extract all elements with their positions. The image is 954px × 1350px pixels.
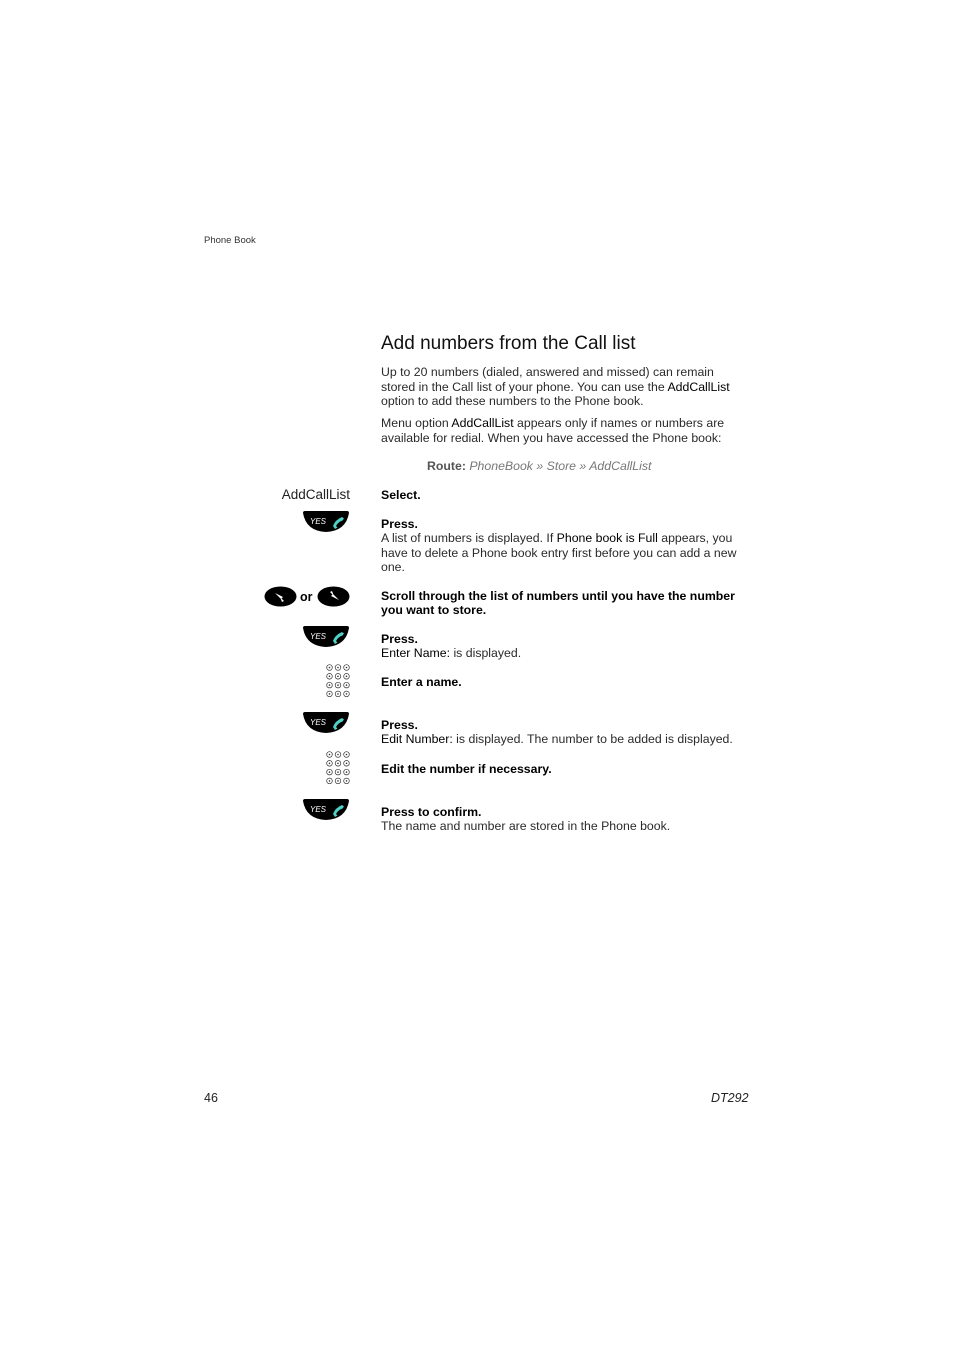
step-text: A list of numbers is displayed. If [381,531,557,546]
yes-key-label: YES [310,805,327,814]
page-number: 46 [204,1091,218,1105]
keypad-icon [326,751,350,785]
route-path: PhoneBook » Store » AddCallList [469,459,652,473]
or-label: or [300,590,313,604]
step-text: The name and number are stored in the Phone book. [381,819,671,834]
step-text: is displayed. The number to be added is displayed. [452,732,733,747]
yes-key-icon [302,626,350,648]
intro-paragraph-2 [381,416,751,445]
step-title: Enter a name. [381,675,462,689]
menu-option-name: AddCallList [667,379,730,394]
step-title: Scroll through the list of numbers until you have the number you want to store. [381,589,735,618]
route-line [427,459,651,473]
step-text: is displayed. [450,646,522,661]
nav-down-icon [264,586,297,607]
menu-label-addcalllist: AddCallList [281,487,350,502]
step-scroll [381,589,753,618]
yes-key-label: YES [310,517,327,526]
step-confirm [381,805,753,834]
model-name: DT292 [711,1091,749,1105]
step-enter-name [381,675,753,689]
display-message: Phone book is Full [556,531,658,546]
display-message: Edit Number: [381,732,453,747]
intro-text: appears only if names or numbers are available for redial. When you have accessed the Phone book: [381,416,725,445]
step-select [381,488,753,502]
intro-text: Up to 20 numbers (dialed, answered and missed) can remain stored in the Call list of your phone. You can use the [381,365,714,394]
nav-up-icon [317,586,350,607]
route-label: Route: [427,459,466,473]
running-header: Phone Book [204,235,256,246]
step-title: Select. [381,488,421,502]
yes-key-icon [302,799,350,821]
step-press-edit-number [381,718,753,747]
step-press-enter-name [381,632,753,661]
menu-option-name: AddCallList [451,416,514,430]
intro-text: Menu option [381,416,452,430]
step-title: Press. [381,718,418,732]
yes-key-icon [302,511,350,533]
step-title: Press. [381,632,418,646]
step-press-list [381,517,753,575]
yes-key-label: YES [310,632,327,641]
intro-paragraph-1 [381,365,751,409]
step-title: Edit the number if necessary. [381,762,552,776]
step-title: Press to confirm. [381,805,482,819]
yes-key-icon [302,712,350,734]
yes-key-label: YES [310,718,327,727]
step-title: Press. [381,517,418,531]
step-text: appears, you have to delete a Phone book entry first before you can add a new one. [381,531,737,575]
keypad-icon [326,664,350,698]
step-edit-number [381,762,753,776]
intro-text: option to add these numbers to the Phone book. [381,394,644,409]
display-message: Enter Name: [381,646,451,661]
page-title: Add numbers from the Call list [381,333,636,354]
